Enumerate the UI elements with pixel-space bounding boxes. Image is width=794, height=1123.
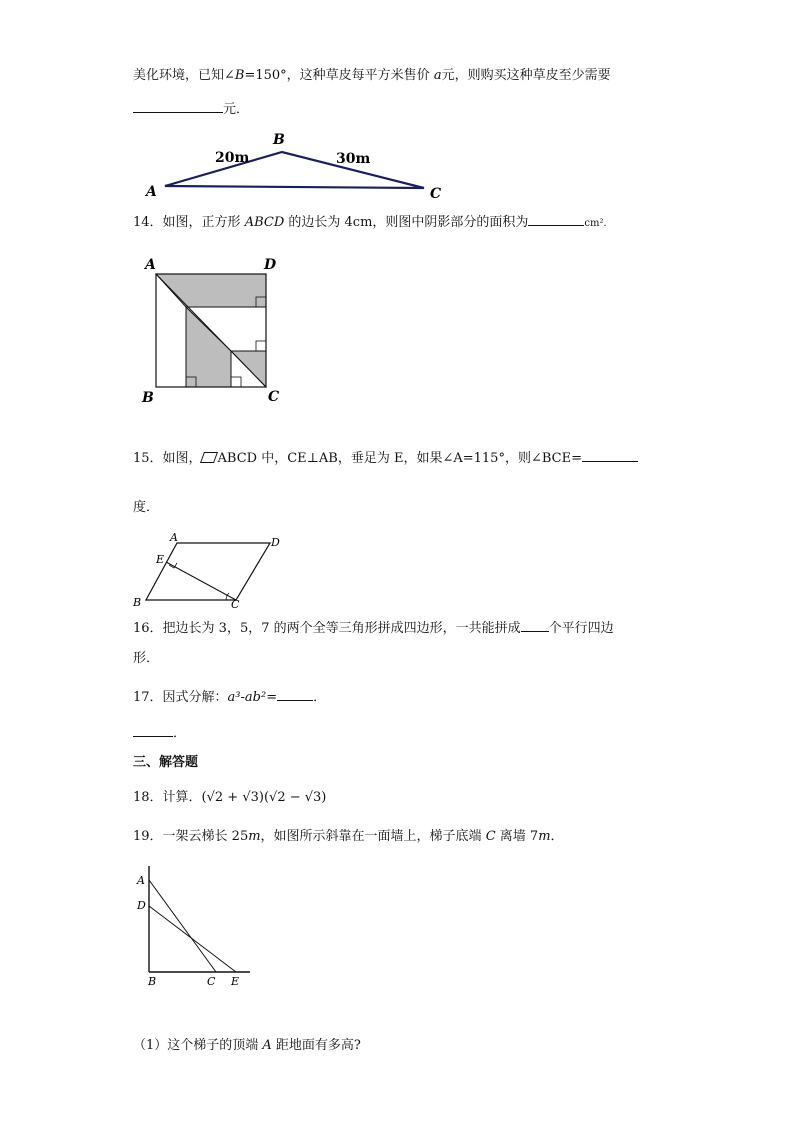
q14-text-c: 的边长为 4cm，则图中阴影部分的面积为 [284,215,529,230]
q19-label-E: E [231,975,240,988]
q19-unit-m-2: m [538,829,551,844]
q13-line2 [133,100,249,119]
q19-text-a: 19．一架云梯长 25 [133,829,249,844]
q15-segment-CE [166,562,236,600]
q14-text-b: ABCD [244,215,285,230]
q17-answer-blank[interactable] [277,688,313,701]
q19-line [133,828,564,846]
q15-line1 [133,449,638,468]
q15-parallelogram-figure [130,530,300,610]
q19-ladder-figure [130,860,260,990]
parallelogram-icon [200,452,218,463]
q15-label-B: B [133,596,142,609]
q14-line [133,213,614,233]
q15-text-b: ABCD 中，CE⊥AB，垂足为 E，如果∠A=115°，则∠BCE= [217,451,582,466]
q14-label-A: A [145,257,156,273]
q19-sub1-c: 距地面有多高? [271,1038,361,1053]
q17-answer-blank-2[interactable] [133,724,173,737]
q15-unit: 度． [133,500,160,515]
q18-expression: (√2 + √3)(√2 − √3) [201,790,327,805]
q16-text-c: 形． [133,651,160,666]
q15-text-a: 15．如图， [133,451,202,466]
q17-equals: = [266,690,278,705]
q13-text-e: 元，则购买这种草皮至少需要 [441,68,611,83]
q13-text-b: B [234,68,245,83]
q13-label-AB: 20m [215,150,250,166]
q15-label-E: E [156,553,165,566]
q15-label-A: A [170,531,178,544]
q19-sub1 [133,1037,361,1055]
q14-label-D: D [264,257,277,273]
q14-answer-blank[interactable] [528,213,584,226]
q13-label-BC: 30m [336,151,371,167]
q14-right-angle-4 [231,377,241,387]
q15-label-C: C [231,598,240,610]
q13-triangle-figure [140,126,450,202]
q14-unit: cm²． [584,218,614,229]
q16-line2 [133,650,159,668]
q14-square-figure [140,252,290,407]
q17-expression: a³-ab² [227,690,267,705]
q16-text-b: 个平行四边 [548,621,614,636]
q17-line1 [133,688,326,707]
q19-ladder-AC [149,880,216,972]
q14-shaded-middle [186,307,231,387]
q14-right-angle-2 [256,341,266,351]
q19-sub1-a: （1）这个梯子的顶端 [133,1038,263,1053]
q15-parallelogram [146,543,270,600]
q15-label-D: D [271,536,280,549]
q17-line2 [133,724,186,743]
q19-label-B: B [148,975,157,988]
q18-text-a: 18．计算． [133,790,202,805]
q13-text-a: 美化环境，已知∠ [133,68,235,83]
q19-label-A: A [137,874,145,887]
q19-sub1-point: A [262,1038,272,1053]
q16-line1 [133,619,614,638]
q19-period: ． [550,829,564,844]
q18-line [133,789,326,807]
section-title: 三、解答题 [133,755,199,770]
q19-unit-m-1: m [248,829,261,844]
q14-label-C: C [268,389,280,405]
q15-line2 [133,499,159,517]
q13-unit: 元． [223,102,250,117]
q19-label-D: D [137,899,146,912]
q16-text-a: 16．把边长为 3，5，7 的两个全等三角形拼成四边形，一共能拼成 [133,621,521,636]
q17-text-a: 17．因式分解： [133,690,228,705]
q17-period-2: ． [173,726,187,741]
q14-label-B: B [142,390,154,406]
q19-text-c: ，如图所示斜靠在一面墙上，梯子底端 [260,829,486,844]
q13-label-C: C [430,186,442,202]
q13-line1 [133,67,611,85]
q14-text-a: 14．如图，正方形 [133,215,245,230]
q13-label-B: B [273,132,285,148]
q16-answer-blank[interactable] [521,619,549,632]
q19-point-C: C [485,829,496,844]
q13-answer-blank[interactable] [133,100,223,113]
q19-text-e: 离墙 7 [495,829,539,844]
q13-triangle [165,152,424,188]
q13-label-A: A [146,184,157,200]
q13-text-c: =150°，这种草皮每平方米售价 [244,68,434,83]
q15-answer-blank[interactable] [582,449,638,462]
q13-text-d: a [433,68,442,83]
q19-label-C: C [207,975,216,988]
q17-period: ． [313,690,327,705]
q19-ladder-DE [149,906,236,972]
